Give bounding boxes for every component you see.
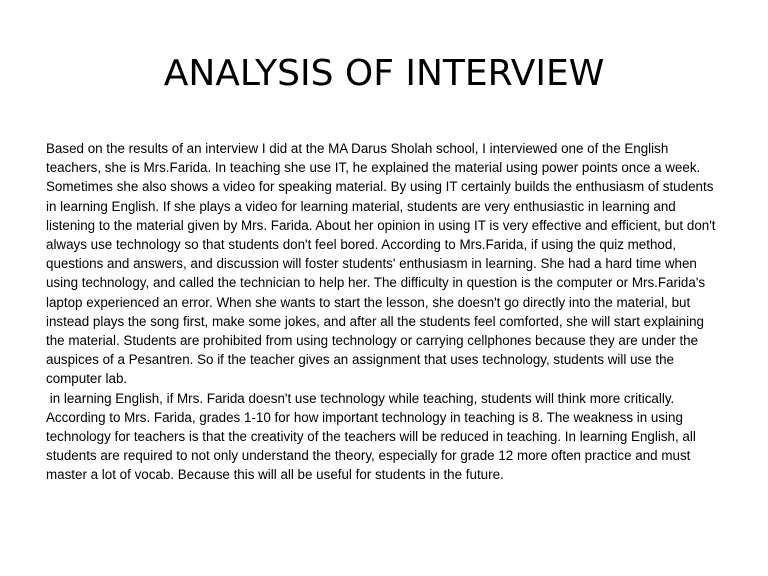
body-paragraph-2: in learning English, if Mrs. Farida doesn't use technology while teaching, students will think more critically. According to Mrs. Farida, grades 1-10 for how important technology in teaching is 8. The weakness in using technology for teachers is that the creativity of the teachers will be reduced in teaching. In learning English, all students are required to not only understand the theory, especially for grade 12 more often practice and must master a lot of vocab. Because this will all be useful for students in the future. [46, 390, 700, 483]
slide-body [46, 139, 722, 485]
body-paragraph-1: Based on the results of an interview I did at the MA Darus Sholah school, I interviewed one of the English teachers, she is Mrs.Farida. In teaching she use IT, he explained the material using power points once a week. Sometimes she also shows a video for speaking material. By using IT certainly builds the enthusiasm of students in learning English. If she plays a video for learning material, students are very enthusiastic in learning and listening to the material given by Mrs. Farida. About her opinion in using IT is very effective and efficient, but don't always use technology so that students don't feel bored. According to Mrs.Farida, if using the quiz method, questions and answers, and discussion will foster students' enthusiasm in learning. She had a hard time when using technology, and called the technician to help her. The difficulty in question is the computer or Mrs.Farida's laptop experienced an error. When she wants to start the lesson, she doesn't go directly into the material, but instead plays the song first, make some jokes, and after all the students feel comforted, she will start explaining the material. Students are prohibited from using technology or carrying cellphones because they are under the auspices of a Pesantren. So if the teacher gives an assignment that uses technology, students will use the computer lab. [46, 141, 720, 387]
slide-title: ANALYSIS OF INTERVIEW [163, 53, 605, 94]
